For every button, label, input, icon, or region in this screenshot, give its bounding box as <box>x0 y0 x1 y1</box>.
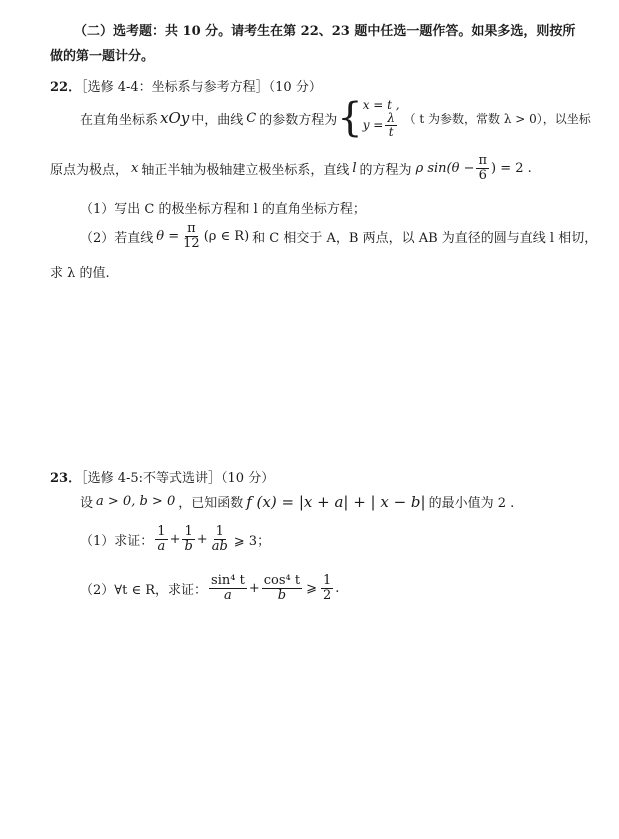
q22-param-note: （ t 为参数，常数 λ > 0），以坐标 <box>403 111 591 126</box>
q22-intro-text-c: 的参数方程为 <box>259 112 338 128</box>
q22-theta-eq: θ = <box>156 228 180 244</box>
brace-glyph: { <box>337 95 363 142</box>
q22-polar-left: ρ sin(θ − <box>415 160 475 176</box>
q22-title: ［选修 4-4：坐标系与参考方程］（10 分） <box>81 80 322 95</box>
q23-given <box>80 492 514 511</box>
q22-eq2-left: y = <box>362 118 384 133</box>
q22-line2-b: 轴正半轴为极轴建立极坐标系，直线 <box>141 162 350 178</box>
q22-line2-c: 的方程为 <box>359 162 412 178</box>
q22-intro-text-b: 中，曲线 <box>191 112 244 128</box>
q22-p2-cond: (ρ ∈ R) <box>203 228 250 244</box>
q22-l: l <box>352 160 357 176</box>
plus-sign: + <box>248 580 260 596</box>
q22-theta-frac: $\frac{\pi}{12}$ <box>183 221 200 251</box>
q23-given-b: ，已知函数 <box>178 496 244 511</box>
q23-title: ［选修 4-5:不等式选讲］（10 分） <box>81 471 275 486</box>
q23-frac-1b: $\frac{1}{b}$ <box>184 524 193 554</box>
q23-frac-half: $\frac{1}{2}$ <box>322 573 332 603</box>
q22-line2-a: 原点为极点， <box>50 162 129 178</box>
q22-polar-frac: $\frac{\pi}{6}$ <box>478 153 488 183</box>
q23-frac-1ab: $\frac{1}{ab}$ <box>211 524 228 554</box>
q22-part2-a: （2）若直线 <box>80 230 154 246</box>
q22-part2-b: 和 C 相交于 A，B 两点，以 AB 为直径的圆与直线 l 相切， <box>252 230 598 246</box>
section-instruction: （二）选考题：共 10 分。请考生在第 22、23 题中任选一题作答。如果多选，则按所 <box>74 24 576 39</box>
q23-given-c: 的最小值为 2 . <box>428 496 515 511</box>
q22-heading <box>50 76 322 95</box>
q23-part1-label: （1）求证： <box>80 533 154 549</box>
q22-number: 22． <box>50 80 82 95</box>
q23-frac-sin: $\frac{\text{sin⁴ t}}{a}$ <box>211 573 245 603</box>
q22-intro <box>80 95 591 142</box>
q23-ineq2: ⩾ <box>306 580 317 596</box>
q22-param-system <box>337 95 400 142</box>
q23-ineq1: ⩾ 3； <box>233 533 271 549</box>
q22-intro-text: 在直角坐标系 <box>80 112 159 128</box>
q23-frac-1a: $\frac{1}{a}$ <box>157 524 166 554</box>
q22-eq1: x = t , <box>362 98 400 112</box>
q22-polar-right: ) = 2 . <box>491 160 532 176</box>
plus-sign: + <box>196 531 208 547</box>
q23-cond: a > 0, b > 0 <box>96 494 176 509</box>
q22-eq2-frac: $\frac{\lambda}{t}$ <box>387 111 395 139</box>
plus-sign: + <box>169 531 181 547</box>
q23-number: 23． <box>50 471 82 486</box>
q22-part2 <box>80 222 597 250</box>
q22-xoy: xOy <box>160 109 190 128</box>
section-instruction-continued: 做的第一题计分。 <box>50 49 155 64</box>
q22-x: x <box>131 160 139 176</box>
q23-part1 <box>80 525 270 553</box>
q23-part2 <box>80 574 339 602</box>
q23-given-a: 设 <box>80 496 94 511</box>
q22-part1: （1）写出 C 的极坐标方程和 l 的直角坐标方程； <box>80 202 366 217</box>
q23-end: . <box>335 580 340 596</box>
q22-curve-c: C <box>246 110 257 126</box>
q23-frac-cos: $\frac{\text{cos⁴ t}}{b}$ <box>263 573 301 603</box>
q23-heading <box>50 467 274 486</box>
q23-func: f (x) = |x + a| + | x − b| <box>246 492 426 511</box>
q22-polar-line <box>50 154 532 182</box>
q23-part2-label: （2）∀t ∈ R，求证： <box>80 582 208 598</box>
q22-part2-end: 求 λ 的值. <box>50 266 110 281</box>
